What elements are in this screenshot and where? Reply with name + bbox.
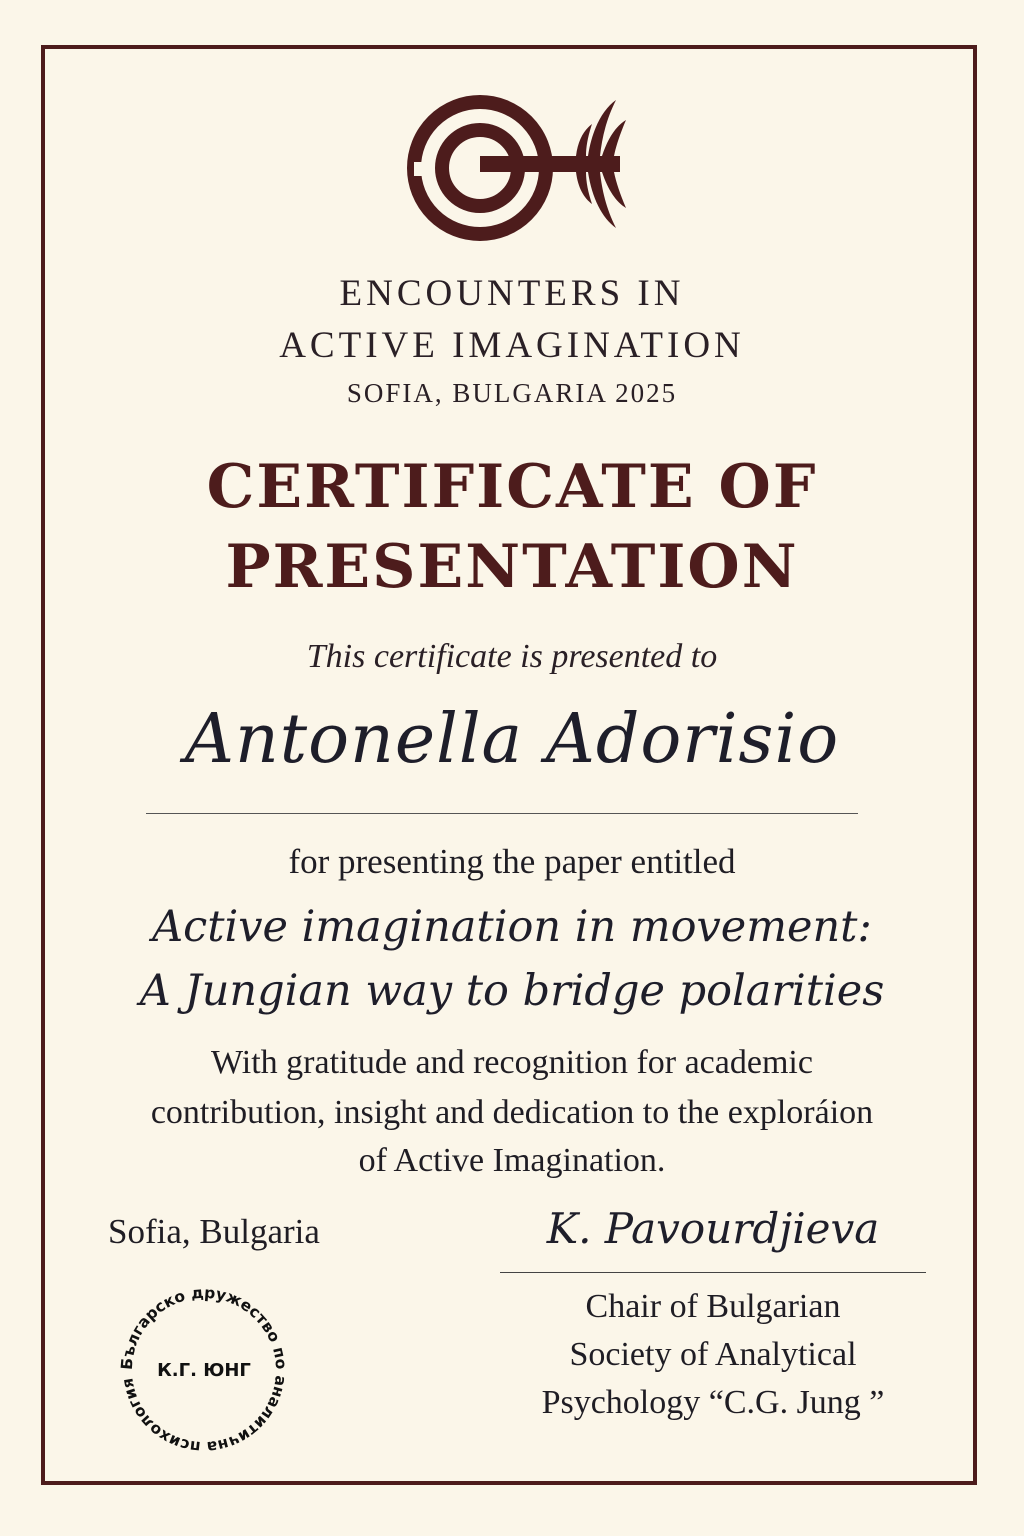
place-text: Sofia, Bulgaria xyxy=(108,1212,320,1251)
society-seal xyxy=(108,1274,300,1466)
paper-title-line2: A Jungian way to bridge polarities xyxy=(139,966,885,1016)
gratitude-line1: With gratitude and recognition for academic xyxy=(211,1044,813,1081)
certificate-title-line2: PRESENTATION xyxy=(225,532,799,602)
conference-logo xyxy=(406,90,630,246)
chair-title-line1: Chair of Bulgarian xyxy=(585,1288,841,1325)
signature-line xyxy=(500,1272,926,1273)
gratitude-line2: contribution, insight and dedication to the exploráion xyxy=(150,1094,874,1131)
gratitude-line3: of Active Imagination. xyxy=(358,1142,666,1179)
certificate-title-line1: CERTIFICATE OF xyxy=(206,452,818,522)
chair-title-line2: Society of Analytical xyxy=(569,1336,857,1373)
presented-to-text: This certificate is presented to xyxy=(306,638,718,675)
seal-center-text: К.Г. ЮНГ xyxy=(157,1360,251,1381)
name-underline xyxy=(146,813,858,814)
signature: K. Pavourdjieva xyxy=(546,1204,880,1253)
seal-ring-text: Българско дружество по аналитична психология xyxy=(117,1283,291,1457)
org-name-line2: ACTIVE IMAGINATION xyxy=(279,325,745,366)
recipient-name: Antonella Adorisio xyxy=(184,700,840,779)
org-name-line1: ENCOUNTERS IN xyxy=(339,273,685,314)
org-location-year: SOFIA, BULGARIA 2025 xyxy=(346,378,678,408)
paper-title-line1: Active imagination in movement: xyxy=(152,902,872,952)
chair-title-line3: Psychology “C.G. Jung ” xyxy=(541,1384,885,1421)
for-presenting-text: for presenting the paper entitled xyxy=(288,842,736,881)
